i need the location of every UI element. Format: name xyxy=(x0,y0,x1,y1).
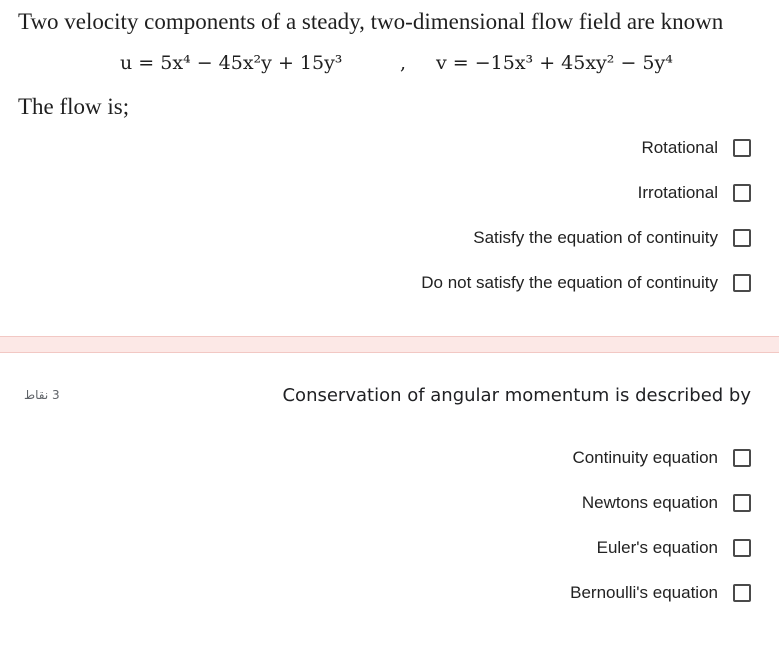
option-satisfy-continuity[interactable] xyxy=(473,226,751,250)
option-label: Bernoulli's equation xyxy=(570,583,718,602)
velocity-equations xyxy=(0,52,779,82)
option-newtons-equation[interactable] xyxy=(582,491,751,515)
option-irrotational[interactable] xyxy=(638,181,751,205)
question-2-title: Conservation of angular momentum is described by xyxy=(282,385,751,406)
question-divider xyxy=(0,336,779,353)
option-label: Euler's equation xyxy=(596,538,718,557)
equation-separator: , xyxy=(400,52,407,74)
checkbox[interactable] xyxy=(733,539,751,557)
checkbox[interactable] xyxy=(733,449,751,467)
equation-u: u = 5x⁴ − 45x²y + 15y³ xyxy=(120,52,343,74)
points-label: 3 نقاط xyxy=(24,388,60,402)
option-continuity-equation[interactable] xyxy=(572,446,751,470)
question-1-subtitle: The flow is; xyxy=(18,94,130,119)
checkbox[interactable] xyxy=(733,139,751,157)
checkbox[interactable] xyxy=(733,584,751,602)
option-not-satisfy-continuity[interactable] xyxy=(421,271,751,295)
equation-v: v = −15x³ + 45xy² − 5y⁴ xyxy=(436,52,673,74)
option-label: Continuity equation xyxy=(572,448,718,467)
option-bernoullis-equation[interactable] xyxy=(570,581,751,605)
checkbox[interactable] xyxy=(733,184,751,202)
option-label: Do not satisfy the equation of continuity xyxy=(421,273,718,292)
checkbox[interactable] xyxy=(733,229,751,247)
option-eulers-equation[interactable] xyxy=(597,536,751,560)
checkbox[interactable] xyxy=(733,274,751,292)
checkbox[interactable] xyxy=(733,494,751,512)
option-label: Satisfy the equation of continuity xyxy=(473,228,718,247)
question-1-title: Two velocity components of a steady, two-dimensional flow field are known xyxy=(18,9,724,34)
option-label: Rotational xyxy=(641,138,718,157)
option-label: Newtons equation xyxy=(581,493,718,512)
option-label: Irrotational xyxy=(637,183,718,202)
option-rotational[interactable] xyxy=(641,136,751,160)
